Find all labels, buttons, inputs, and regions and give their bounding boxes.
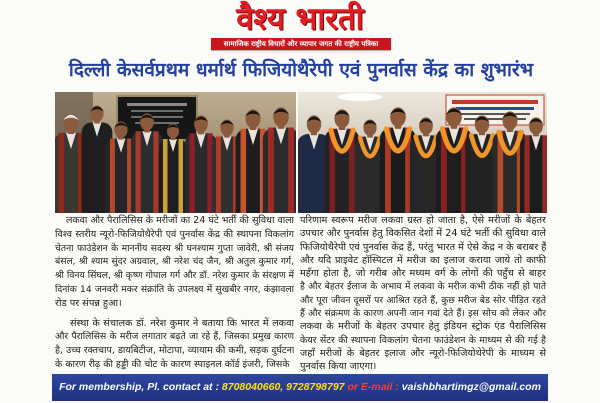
text-line: पुनर्वास किया जाएगा। [300, 361, 377, 373]
text-line: विश्व स्तरीय न्यूरो-फिजियोथैरेपी एवं पुनर्वास केंद्र की स्थापना विकलांग [55, 228, 294, 240]
event-photo-left [55, 92, 296, 213]
text-line: लकवा के मरीजों के बेहतर उपचार हेतु इंडियन स्ट्रोक एंड पैरालिसिस [300, 321, 546, 333]
article-paragraph [55, 214, 294, 311]
plaque-engraving [127, 103, 187, 106]
plaque-engraving [131, 110, 183, 112]
text-line: उपचार और पुनर्वास हेतु विकसित देशों में 24 घंटे भर्ती की सुविधा वाले [300, 228, 546, 240]
text-line: बंसल, श्री श्याम सुंदर अग्रवाल, श्री नरेश चंद जैन, श्री अतुल कुमार गर्ग, [55, 256, 294, 268]
person-shawl [153, 131, 158, 213]
event-photo-right [298, 92, 547, 213]
person-shawl [190, 133, 195, 213]
person-shawl [288, 128, 294, 214]
text-line: दिनांक 14 जनवरी मकर संक्रांति के उपलक्ष्य में सुखबीर नगर, कंझावला [55, 283, 294, 295]
person-shawl [542, 135, 547, 213]
text-line: है, उच्च रक्तचाप, डायबिटीज, मोटापा, व्यायाम की कमी, सड़क दुर्घटना [55, 345, 294, 357]
banner-stripe [452, 100, 538, 104]
text-line: संस्था के संचालक डॉ. नरेश कुमार ने बताया कि भारत में लकवा [70, 317, 294, 329]
banner-stripe [456, 107, 534, 110]
text-line: केयर सेंटर की स्थापना विकलांग चेतना फाउंडेशन के माध्यम से की गई है [300, 334, 546, 346]
membership-footer [52, 374, 548, 401]
text-line: महँगा होता है, जो गरीब और मध्यम वर्ग के लोगों की पहुँच से बाहर [300, 268, 546, 280]
text-line: के कारण रीढ़ की हड्डी की चोट के कारण स्पाइनल कॉर्ड इंजरी, जिसके [55, 358, 290, 370]
person-shawl [179, 139, 184, 213]
person-shawl [110, 139, 115, 214]
text-line: फिजियोथैरेपी एवं पुनर्वास केंद्र हैं, परंतु भारत में ऐसे केंद्र न के बराबर हैं [300, 241, 546, 253]
text-line: और यदि प्राइवेट हॉस्पिटल में मरीज का इलाज कराया जाये तो काफी [300, 254, 546, 266]
phone-numbers: 8708040660, 9728798797 [221, 381, 345, 393]
person-shawl [59, 133, 65, 213]
article-paragraph [300, 214, 546, 374]
ceiling-light [338, 93, 382, 101]
article-paragraph [55, 317, 294, 372]
text-line: चेतना फाउंडेशन के माननीय सदस्य श्री घनश्याम गुप्ता जावेरी, श्री संजय [55, 242, 294, 254]
person-shawl [163, 139, 168, 213]
masthead-tagline: सामाजिक राष्ट्रीय विचारों और व्यापार जगत की राष्ट्रीय पत्रिका [211, 38, 391, 50]
person-shawl [136, 131, 141, 213]
email-label: or E-mail : [347, 381, 399, 393]
person-shawl [268, 128, 274, 214]
text-line: लकवा और पैरालिसिस के मरीजों का 24 घंटे भर्ती की सुविधा वाला [66, 215, 294, 226]
text-line: हैं और संक्रमण के कारण अपनी जान गवां देते हैं। इस सोच को लेकर और [300, 308, 546, 320]
plaque-engraving [131, 116, 183, 118]
text-line: और पूरा जीवन दूसरों पर आश्रित रहते हैं, कुछ मरीज बेड सोर पीड़ित रहते [300, 294, 546, 306]
text-line: है और बेहतर ईलाज के अभाव में लकवा के मरीज कभी ठीक नहीं हो पाते [300, 281, 546, 293]
banner-stripe [460, 113, 530, 115]
email-address: vaishbhartimgz@gmail.com [401, 381, 541, 393]
article-column-left [55, 214, 294, 378]
masthead-title: वैश्य भारती [236, 1, 364, 37]
person-shawl [241, 129, 247, 213]
article-headline: दिल्ली केसर्वप्रथम धर्मार्थ फिजियोथैरेपी एवं पुनर्वास केंद्र का शुभारंभ [68, 59, 534, 81]
text-line: श्री विनय सिंघल, श्री कृष्ण गोपाल गर्ग और डॉ. नरेश कुमार के संरक्षण में [55, 270, 294, 282]
text-line: रोड पर संपन्न हुआ। [55, 297, 122, 309]
person-shawl [525, 135, 530, 213]
article-column-right [300, 214, 546, 374]
text-line: जहाँ मरीजों के बेहतर इलाज और न्यूरो-फिजियोथेरेपी के माध्यम से [300, 347, 546, 359]
text-line: और पैरालिसिस के मरीज लगातार बढ़ते जा रहे हैं, जिसका प्रमुख कारण [55, 331, 294, 343]
membership-label: For membership, Pl. contact at : [59, 381, 219, 393]
person-shawl [216, 137, 221, 214]
text-line: परिणाम स्वरूप मरीज लकवा ग्रस्त हो जाता है, ऐसे मरीजों के बेहतर [300, 215, 546, 226]
